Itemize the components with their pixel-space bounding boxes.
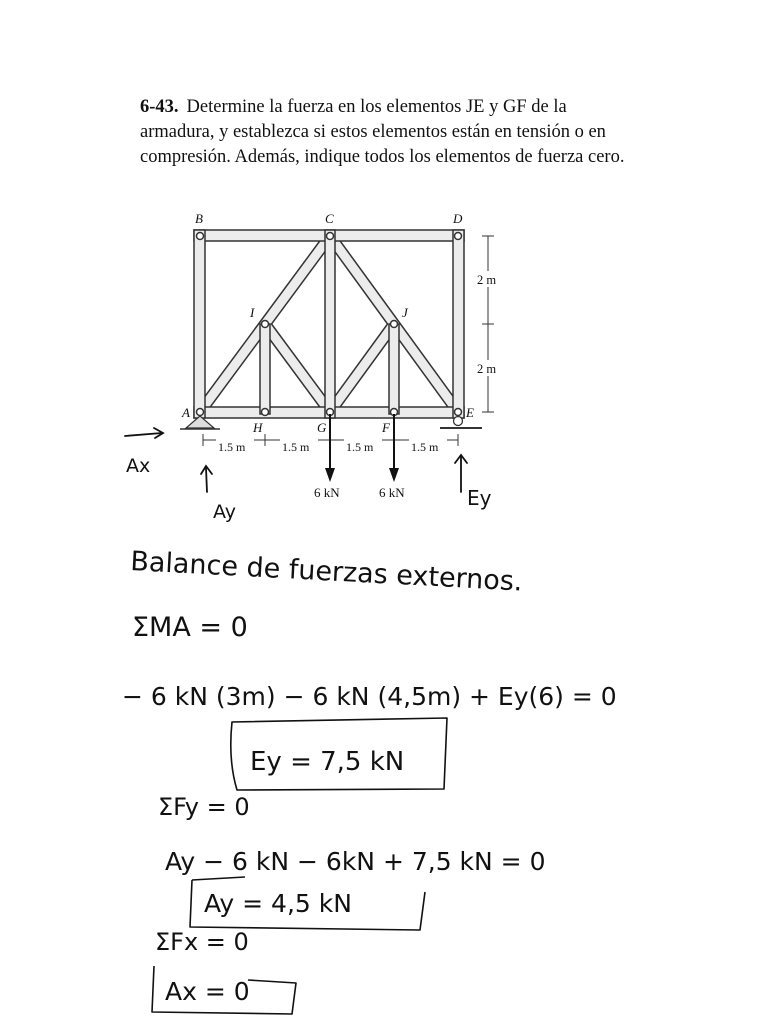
handwritten-notes [122,455,617,1006]
arrow-ax [125,433,162,436]
node-label-J: J [402,305,408,320]
dim-1.5m-1: 1.5 m [218,440,246,454]
member-IH [260,324,270,414]
truss-figure [180,211,505,500]
node-label-A: A [182,405,190,420]
label-ey: Ey [467,486,492,510]
straight-members [194,230,464,418]
reaction-arrows [125,428,467,492]
eq-sum-fx: ΣFx = 0 [155,928,249,956]
dim-1.5m-3: 1.5 m [346,440,374,454]
node-label-F: F [382,420,390,435]
node-label-I: I [250,305,255,320]
result-ay: Ay = 4,5 kN [204,889,352,918]
node-label-E: E [466,405,474,420]
box-ay-top [192,877,245,880]
dim-1.5m-4: 1.5 m [411,440,439,454]
vertical-dimensions [482,236,494,412]
result-ey: Ey = 7,5 kN [250,747,405,777]
node-label-H: H [253,420,263,435]
node-label-C: C [325,211,334,226]
label-ax: Ax [126,455,151,477]
dim-2m-top: 2 m [477,273,497,287]
eq-moments-expansion: − 6 kN (3m) − 6 kN (4,5m) + Ey(6) = 0 [122,682,617,711]
member-JF [389,324,399,414]
node-label-G: G [317,420,327,435]
node-label-B: B [195,211,203,226]
node-label-D: D [453,211,463,226]
member-DE [453,230,464,418]
problem-text: Determine la fuerza en los elementos JE y GF de la armadura, y establezca si estos elementos están en tensión o en compresión. Además, indique todos los elementos de fuerza cero. [140,97,625,167]
eq-sum-fy: ΣFy = 0 [158,793,250,821]
dim-1.5m-2: 1.5 m [282,440,310,454]
problem-number: 6-43. [140,97,179,117]
arrow-ay [206,468,207,492]
eq-fy-expansion: Ay − 6 kN − 6kN + 7,5 kN = 0 [165,847,546,876]
heading-balance: Balance de fuerzas externos. [129,546,524,598]
result-ax: Ax = 0 [165,977,250,1006]
member-CG [325,230,335,418]
eq-sum-moments: ΣMA = 0 [132,612,248,643]
label-ay: Ay [213,501,236,523]
load-labels [314,485,405,500]
member-AB [194,230,205,418]
dim-2m-bottom: 2 m [477,362,497,376]
load-label-F: 6 kN [379,485,405,500]
load-label-G: 6 kN [314,485,340,500]
